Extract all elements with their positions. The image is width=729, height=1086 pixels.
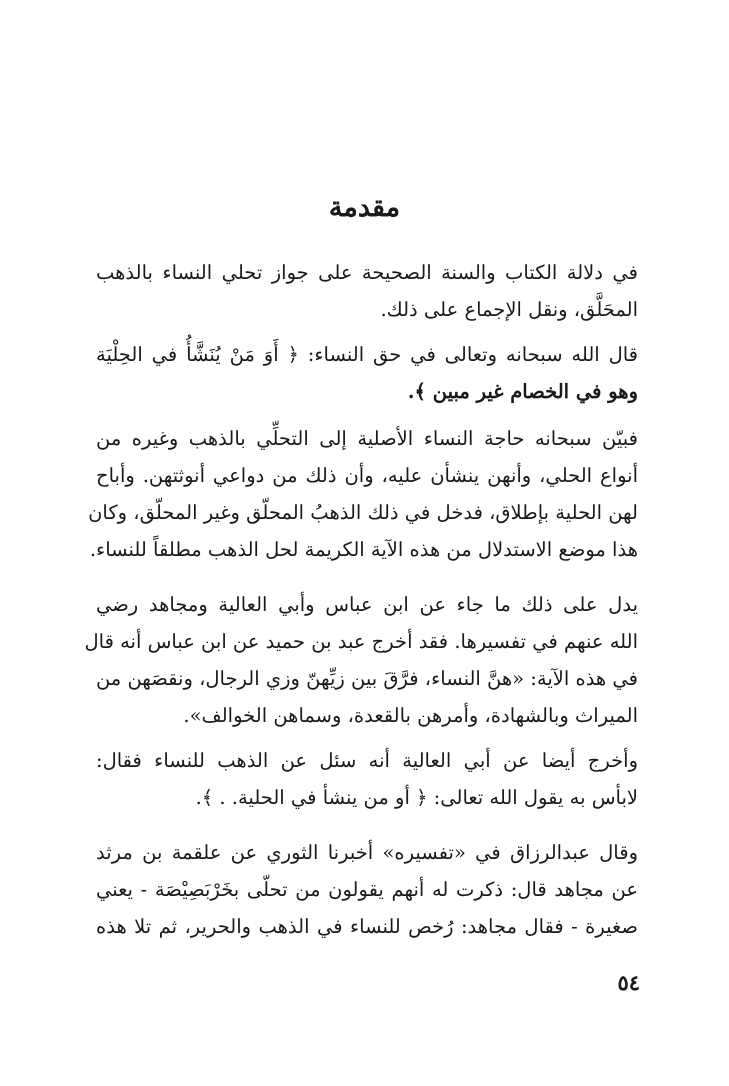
text-line: يدل على ذلك ما جاء عن ابن عباس وأبي العالية ومجاهد رضي (96, 593, 638, 616)
text-line: قال الله سبحانه وتعالى في حق النساء: ﴿ أَوَ مَنْ يُنَشَّأُ في الحِلْيَة (96, 343, 638, 366)
page-body (84, 254, 638, 945)
text-line: المحَلَّق، ونقل الإجماع على ذلك. (380, 298, 638, 321)
paragraph-2 (96, 336, 638, 410)
text-line: هذا موضع الاستدلال من هذه الآية الكريمة لحل الذهب مطلقاً للنساء. (89, 538, 638, 561)
text-line: أنواع الحلي، وأنهن ينشأن عليه، وأن ذلك من دواعي أنوثتهن. وأباح (96, 464, 638, 487)
text-line: لهن الحلية بإطلاق، فدخل في ذلك الذهبُ المحلّق وغير المحلّق، وكان (88, 501, 638, 524)
text-line: في دلالة الكتاب والسنة الصحيحة على جواز تحلي النساء بالذهب (96, 261, 638, 284)
text-line: وهو في الخصام غير مبين ﴾. (407, 380, 638, 403)
paragraph-3 (88, 420, 638, 568)
page-number: ٥٤ (617, 970, 640, 995)
text-line: صغيرة - فقال مجاهد: رُخص للنساء في الذهب والحرير، ثم تلا هذه (96, 915, 638, 938)
paragraph-1 (96, 254, 638, 328)
text-line: وقال عبدالرزاق في «تفسيره» أخبرنا الثوري عن علقمة بن مرثد (96, 841, 638, 864)
text-line: الميراث وبالشهادة، وأمرهن بالقعدة، وسماهن الخوالف». (183, 704, 638, 727)
text-line: وأخرج أيضا عن أبي العالية أنه سئل عن الذهب للنساء فقال: (96, 749, 638, 772)
text-line: عن مجاهد قال: ذكرت له أنهم يقولون من تحلّى بخَرْبَصِيْصَة - يعني (96, 878, 638, 901)
page-title: مقدمة (328, 192, 401, 223)
text-line: لابأس به يقول الله تعالى: ﴿ أو من ينشأ في الحلية. . ﴾. (195, 786, 638, 809)
paragraph-6 (96, 834, 638, 945)
paragraph-4 (84, 586, 638, 734)
text-line: الله عنهم في تفسيرها. فقد أخرج عبد بن حميد عن ابن عباس أنه قال (84, 630, 638, 653)
text-line: في هذه الآية: «هنَّ النساء، فرَّقَ بين زيِّهنّ وزي الرجال، ونقصَهن من (95, 667, 638, 690)
text-line: فبيّن سبحانه حاجة النساء الأصلية إلى التحلِّي بالذهب وغيره من (96, 427, 638, 450)
paragraph-5 (96, 742, 638, 816)
